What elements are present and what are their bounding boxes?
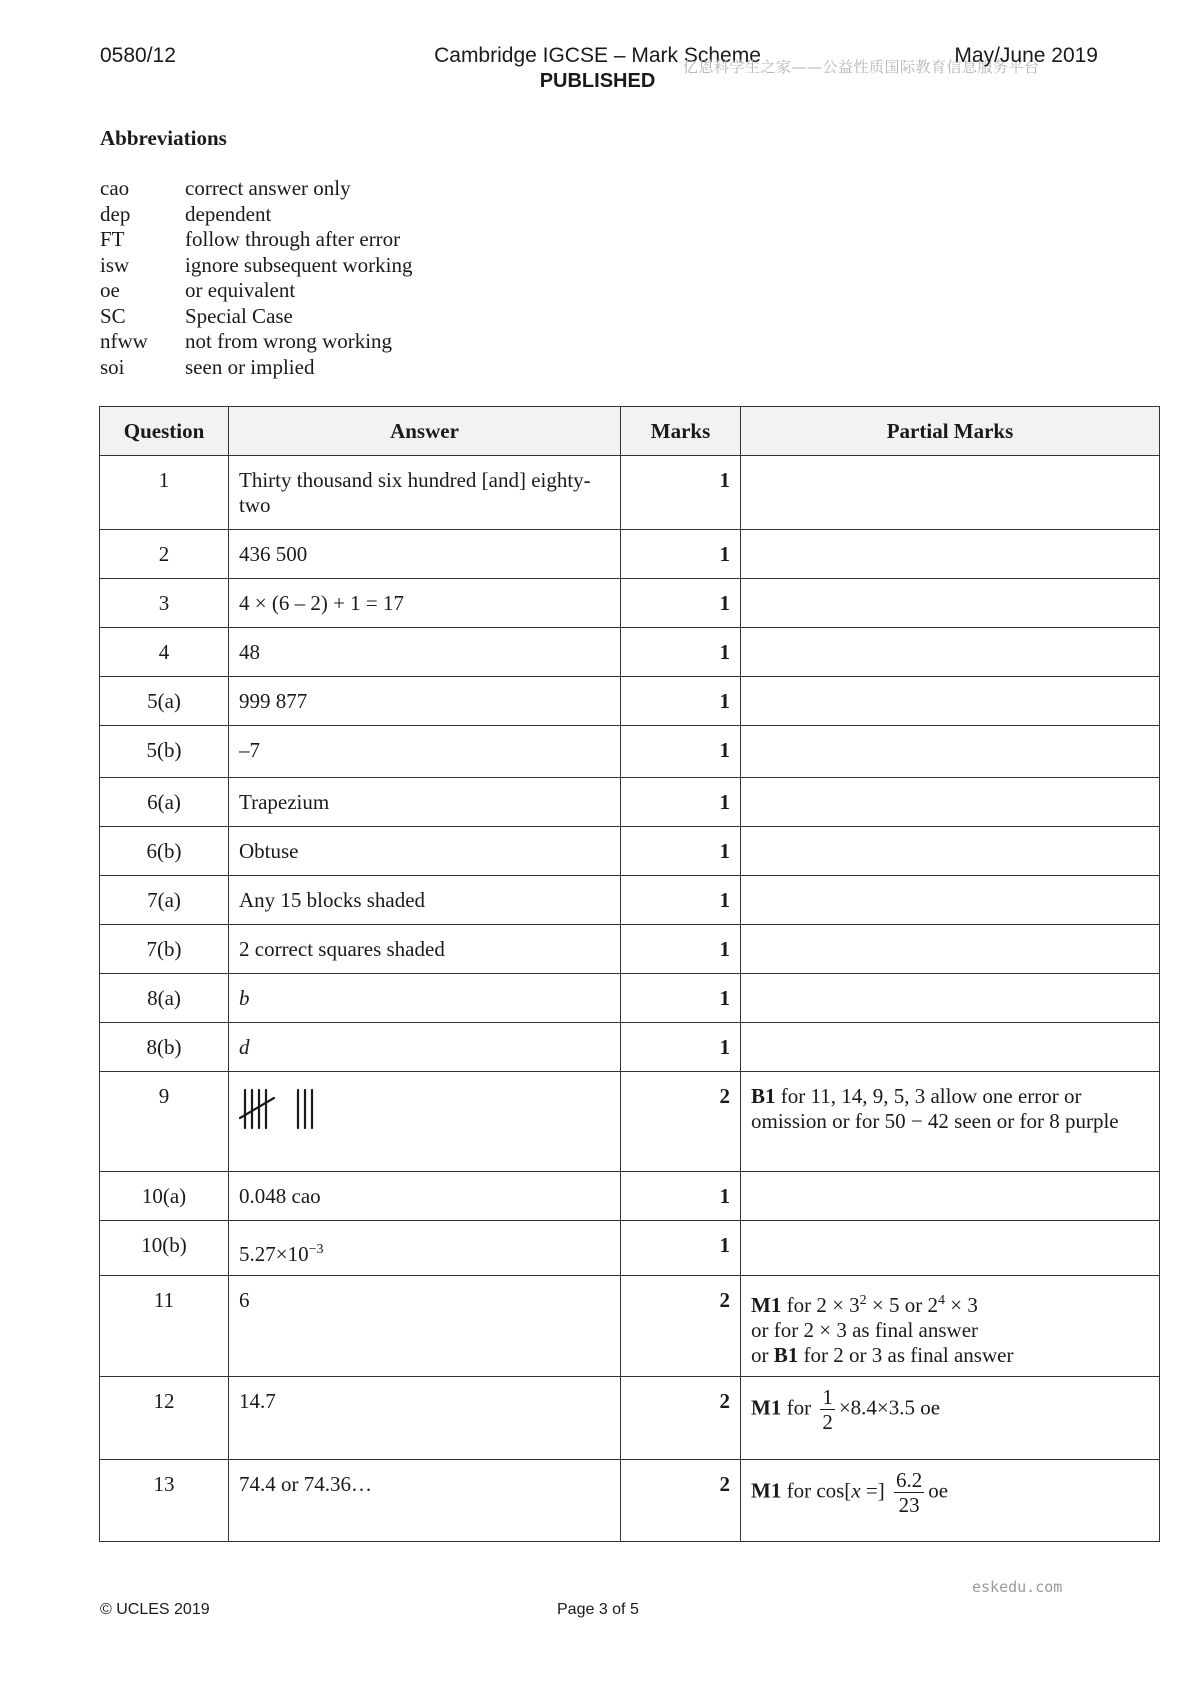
question-number: 9	[100, 1072, 229, 1172]
mark-code: M1	[751, 1293, 782, 1317]
fraction-numerator: 6.2	[895, 1468, 923, 1492]
partial-text: for 2 or 3 as final answer	[798, 1343, 1014, 1367]
partial-text: =]	[860, 1478, 885, 1503]
marks-cell: 1	[621, 827, 741, 876]
fraction-denominator: 2	[822, 1410, 833, 1434]
answer-cell: Trapezium	[229, 778, 621, 827]
partial-marks-cell	[741, 925, 1160, 974]
question-number: 5(a)	[100, 677, 229, 726]
partial-marks-cell	[741, 827, 1160, 876]
mark-scheme-table	[99, 406, 1160, 1542]
question-number: 6(a)	[100, 778, 229, 827]
table-row	[100, 1460, 1160, 1542]
table-row	[100, 827, 1160, 876]
table-row	[100, 1221, 1160, 1276]
abbreviation-item	[100, 253, 412, 279]
question-number: 7(b)	[100, 925, 229, 974]
table-row	[100, 974, 1160, 1023]
question-number: 11	[100, 1276, 229, 1377]
table-row	[100, 1172, 1160, 1221]
abbreviation-item	[100, 202, 412, 228]
partial-marks-cell	[741, 974, 1160, 1023]
question-number: 6(b)	[100, 827, 229, 876]
abbreviations-title: Abbreviations	[100, 126, 227, 150]
answer-exponent: −3	[308, 1242, 324, 1257]
abbreviation-item	[100, 227, 412, 253]
mark-code: M1	[751, 1395, 782, 1420]
table-row	[100, 726, 1160, 778]
marks-cell: 1	[621, 974, 741, 1023]
header-marks: Marks	[621, 407, 741, 456]
abbreviations-list	[100, 176, 412, 380]
table-row	[100, 1072, 1160, 1172]
table-row	[100, 876, 1160, 925]
abbreviation-meaning: Special Case	[185, 303, 293, 328]
table-row	[100, 628, 1160, 677]
partial-line	[751, 1288, 1149, 1318]
table-row	[100, 579, 1160, 628]
partial-text: for	[786, 1395, 812, 1420]
abbreviation-code: cao	[100, 176, 130, 200]
header-answer: Answer	[229, 407, 621, 456]
abbreviation-meaning: dependent	[185, 201, 272, 226]
abbreviation-code: oe	[100, 278, 120, 302]
question-number: 8(a)	[100, 974, 229, 1023]
mark-code: B1	[751, 1084, 776, 1108]
mark-code: M1	[751, 1478, 782, 1503]
abbreviation-code: dep	[100, 201, 131, 226]
answer-cell: 48	[229, 628, 621, 677]
abbreviation-code: nfww	[100, 329, 148, 353]
table-header-row	[100, 407, 1160, 456]
marks-cell: 2	[621, 1276, 741, 1377]
table-row	[100, 677, 1160, 726]
partial-marks-cell	[741, 456, 1160, 530]
table-row	[100, 925, 1160, 974]
marks-cell: 2	[621, 1460, 741, 1542]
abbreviation-meaning: seen or implied	[185, 354, 315, 379]
marks-cell: 2	[621, 1377, 741, 1460]
question-number: 4	[100, 628, 229, 677]
marks-cell: 1	[621, 456, 741, 530]
site-watermark: eskedu.com	[972, 1578, 1063, 1596]
marks-cell: 1	[621, 876, 741, 925]
partial-marks-cell	[741, 1023, 1160, 1072]
answer-cell	[229, 1072, 621, 1172]
marks-cell: 1	[621, 925, 741, 974]
abbreviation-code: soi	[100, 354, 125, 379]
answer-cell: 74.4 or 74.36…	[229, 1460, 621, 1542]
question-number: 3	[100, 579, 229, 628]
partial-marks-cell	[741, 726, 1160, 778]
answer-cell: 2 correct squares shaded	[229, 925, 621, 974]
answer-cell: 0.048 cao	[229, 1172, 621, 1221]
partial-text: or	[751, 1343, 774, 1367]
answer-cell: d	[229, 1023, 621, 1072]
partial-marks-cell	[741, 876, 1160, 925]
marks-cell: 1	[621, 677, 741, 726]
variable: x	[851, 1478, 861, 1503]
abbreviation-code: FT	[100, 227, 125, 251]
question-number: 7(a)	[100, 876, 229, 925]
partial-marks-text: for 11, 14, 9, 5, 3 allow one error or omission or for 50 − 42 seen or for 8 purple	[751, 1084, 1119, 1133]
partial-text: × 3	[945, 1293, 978, 1317]
question-number: 8(b)	[100, 1023, 229, 1072]
abbreviation-meaning: or equivalent	[185, 278, 296, 302]
question-number: 10(a)	[100, 1172, 229, 1221]
partial-text: oe	[928, 1478, 949, 1503]
abbreviation-item	[100, 304, 412, 330]
question-number: 2	[100, 530, 229, 579]
partial-text: × 5 or 2	[866, 1293, 939, 1317]
question-number: 1	[100, 456, 229, 530]
table-row	[100, 1276, 1160, 1377]
fraction-denominator: 23	[898, 1493, 920, 1517]
exponent: 2	[859, 1293, 867, 1308]
fraction-numerator: 1	[822, 1385, 833, 1409]
answer-cell: 4 × (6 – 2) + 1 = 17	[229, 579, 621, 628]
question-number: 13	[100, 1460, 229, 1542]
marks-cell: 1	[621, 726, 741, 778]
partial-marks-cell	[741, 628, 1160, 677]
mark-code: B1	[773, 1343, 799, 1367]
partial-marks-cell	[741, 677, 1160, 726]
partial-marks-cell	[741, 530, 1160, 579]
marks-cell: 1	[621, 1172, 741, 1221]
answer-cell: Any 15 blocks shaded	[229, 876, 621, 925]
marks-cell: 1	[621, 778, 741, 827]
fraction	[820, 1385, 835, 1434]
partial-marks-cell	[741, 1072, 1160, 1172]
answer-cell	[229, 1221, 621, 1276]
abbreviation-item	[100, 176, 412, 202]
partial-marks-cell	[741, 1377, 1160, 1460]
partial-marks-cell	[741, 1221, 1160, 1276]
abbreviation-item	[100, 278, 412, 304]
exponent: 4	[938, 1293, 946, 1308]
answer-cell: Thirty thousand six hundred [and] eighty-two	[229, 456, 621, 530]
abbreviation-code: SC	[100, 303, 126, 328]
answer-cell: 436 500	[229, 530, 621, 579]
partial-text: ×8.4×3.5 oe	[838, 1395, 941, 1420]
marks-cell: 1	[621, 1221, 741, 1276]
partial-line	[751, 1343, 1149, 1368]
fraction	[894, 1468, 924, 1517]
partial-text: for 2 × 3	[786, 1293, 860, 1317]
exam-session: May/June 2019	[954, 44, 1098, 67]
header-question: Question	[100, 407, 229, 456]
header-watermark: 亿恩科学生之家——公益性质国际教育信息服务平台	[683, 58, 1040, 76]
paper-code: 0580/12	[100, 44, 176, 67]
partial-marks-cell	[741, 1172, 1160, 1221]
question-number: 10(b)	[100, 1221, 229, 1276]
partial-marks-cell	[741, 778, 1160, 827]
abbreviation-code: isw	[100, 252, 130, 277]
marks-cell: 1	[621, 1023, 741, 1072]
question-number: 5(b)	[100, 726, 229, 778]
answer-cell: 14.7	[229, 1377, 621, 1460]
abbreviation-item	[100, 329, 412, 355]
question-number: 12	[100, 1377, 229, 1460]
published-label: PUBLISHED	[539, 70, 656, 92]
answer-cell: Obtuse	[229, 827, 621, 876]
abbreviation-meaning: follow through after error	[185, 227, 401, 251]
table-row	[100, 1377, 1160, 1460]
copyright: © UCLES 2019	[100, 1601, 210, 1618]
marks-cell: 1	[621, 530, 741, 579]
table-row	[100, 530, 1160, 579]
partial-line: or for 2 × 3 as final answer	[751, 1318, 979, 1342]
abbreviation-meaning: not from wrong working	[185, 329, 393, 353]
partial-text: for cos[	[786, 1478, 852, 1503]
document-title: Cambridge IGCSE – Mark Scheme	[434, 44, 761, 67]
abbreviation-meaning: correct answer only	[185, 176, 351, 200]
marks-cell: 2	[621, 1072, 741, 1172]
marks-cell: 1	[621, 579, 741, 628]
header-partial-marks: Partial Marks	[741, 407, 1160, 456]
answer-base: 5.27×10	[239, 1242, 309, 1266]
tally-marks-icon	[239, 1084, 329, 1132]
partial-marks-cell	[741, 579, 1160, 628]
marks-cell: 1	[621, 628, 741, 677]
abbreviation-meaning: ignore subsequent working	[185, 252, 413, 277]
partial-marks-cell	[741, 1276, 1160, 1377]
table-row	[100, 778, 1160, 827]
table-row	[100, 1023, 1160, 1072]
answer-cell: b	[229, 974, 621, 1023]
page-number: Page 3 of 5	[557, 1601, 639, 1618]
table-row	[100, 456, 1160, 530]
answer-cell: 6	[229, 1276, 621, 1377]
partial-marks-cell	[741, 1460, 1160, 1542]
answer-cell: 999 877	[229, 677, 621, 726]
abbreviation-item	[100, 355, 412, 381]
answer-cell: –7	[229, 726, 621, 778]
